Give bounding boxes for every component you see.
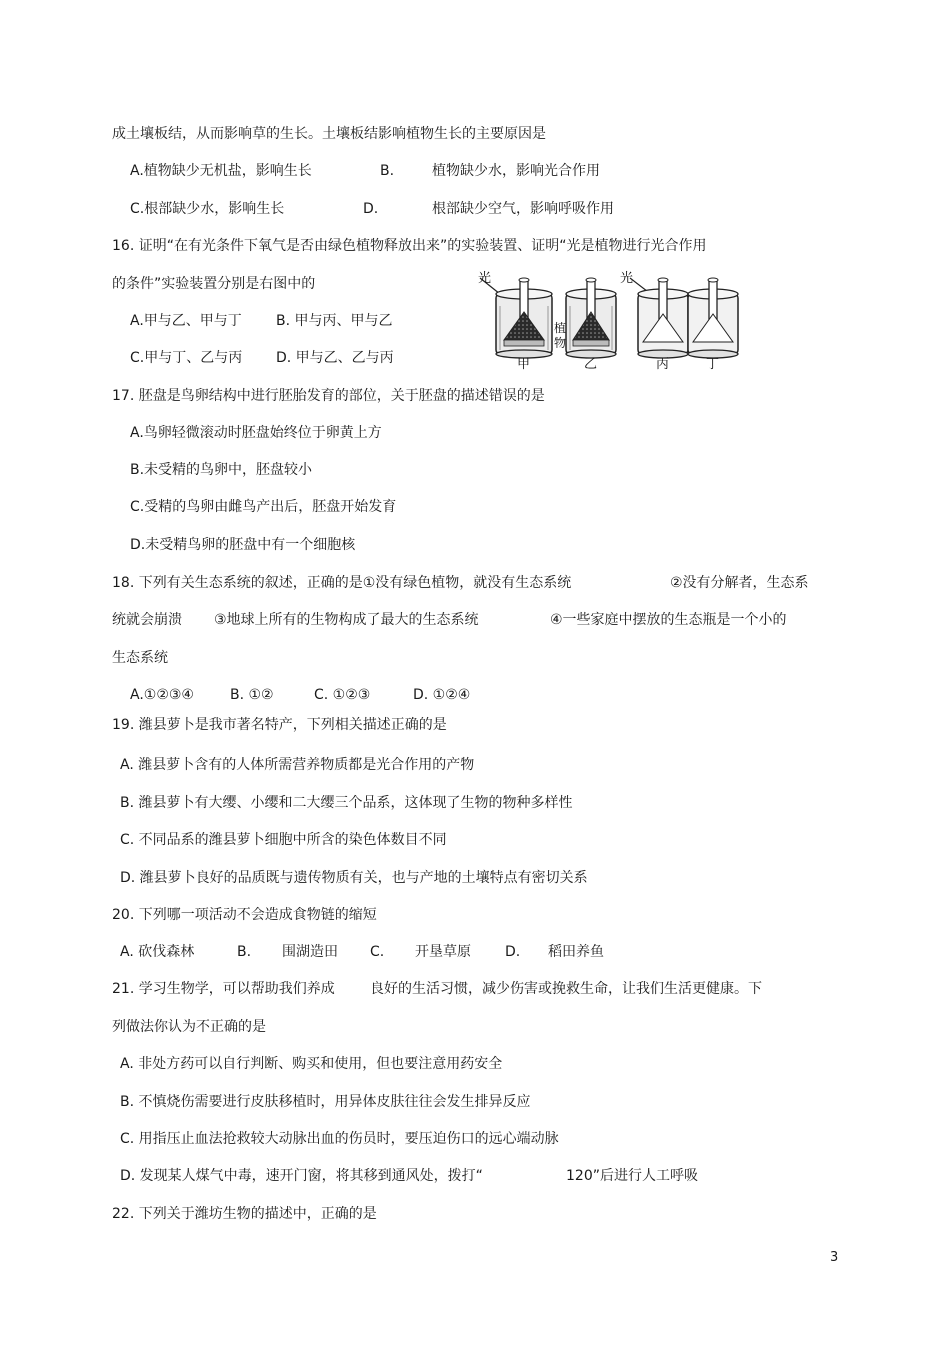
option-c: C. ①②③: [314, 687, 371, 703]
option-a: A.植物缺少无机盐，影响生长: [130, 163, 312, 179]
light-label: 光: [620, 271, 634, 286]
option-d: 稻田养鱼: [548, 944, 604, 960]
option-d-letter: D.: [505, 944, 521, 960]
jar-yi: [566, 278, 616, 358]
option-d: D. 发现某人煤气中毒，速开门窗，将其移到通风处，拨打“: [120, 1168, 483, 1184]
option-a: A. 潍县萝卜含有的人体所需营养物质都是光合作用的产物: [120, 757, 475, 773]
option-a: A.甲与乙、甲与丁: [130, 313, 242, 329]
option-b: B. 甲与丙、甲与乙: [276, 313, 393, 329]
option-b: B. 不慎烧伤需要进行皮肤移植时，用异体皮肤往往会发生排异反应: [120, 1094, 531, 1110]
option-d: D. 甲与乙、乙与丙: [276, 350, 394, 366]
option-b: B. ①②: [230, 687, 274, 703]
question-stem: ④一些家庭中摆放的生态瓶是一个小的: [550, 612, 787, 628]
option-d: D. ①②④: [413, 687, 471, 703]
option-d: D.未受精鸟卵的胚盘中有一个细胞核: [130, 537, 356, 553]
jar-bing: [630, 278, 688, 358]
text-line: 成土壤板结，从而影响草的生长。土壤板结影响植物生长的主要原因是: [112, 126, 546, 142]
option-c: 开垦草原: [415, 944, 471, 960]
jar-label: 丙: [656, 357, 670, 372]
question-stem: 16. 证明“在有光条件下氧气是否由绿色植物释放出来”的实验装置、证明“光是植物进行光合作用: [112, 238, 707, 254]
option-c: C.根部缺少水，影响生长: [130, 201, 285, 217]
option-a: A. 砍伐森林: [120, 944, 195, 960]
option-a: A. 非处方药可以自行判断、购买和使用，但也要注意用药安全: [120, 1056, 503, 1072]
plant-label: 物: [554, 336, 567, 350]
question-stem: 生态系统: [112, 650, 168, 666]
question-stem: 18. 下列有关生态系统的叙述，正确的是①没有绿色植物，就没有生态系统: [112, 575, 572, 591]
question-stem: 统就会崩溃: [112, 612, 182, 628]
question-stem: 良好的生活习惯，减少伤害或挽救生命，让我们生活更健康。下: [370, 981, 762, 997]
question-stem: 的条件”实验装置分别是右图中的: [112, 276, 316, 292]
question-stem: 22. 下列关于潍坊生物的描述中，正确的是: [112, 1206, 377, 1222]
option-c-letter: C.: [370, 944, 385, 960]
option-c: C. 不同品系的潍县萝卜细胞中所含的染色体数目不同: [120, 832, 447, 848]
question-stem: 列做法你认为不正确的是: [112, 1019, 266, 1035]
page-number: 3: [830, 1250, 839, 1265]
jar-ding: [688, 278, 738, 358]
option-b: B.未受精的鸟卵中，胚盘较小: [130, 462, 313, 478]
option-a: A.鸟卵轻微滚动时胚盘始终位于卵黄上方: [130, 425, 382, 441]
jar-label: 丁: [706, 357, 720, 372]
option-b: 围湖造田: [282, 944, 338, 960]
option-d: D. 潍县萝卜良好的品质既与遗传物质有关，也与产地的土壤特点有密切关系: [120, 870, 588, 886]
option-b: B. 潍县萝卜有大缨、小缨和二大缨三个品系，这体现了生物的物种多样性: [120, 795, 573, 811]
question-stem: 17. 胚盘是鸟卵结构中进行胚胎发育的部位，关于胚盘的描述错误的是: [112, 388, 545, 404]
question-stem: 21. 学习生物学，可以帮助我们养成: [112, 981, 335, 997]
plant-label: 植: [554, 321, 567, 335]
jar-jia: [480, 278, 552, 358]
option-b-letter: B.: [380, 163, 395, 179]
jar-label: 乙: [584, 357, 598, 372]
option-d: 根部缺少空气，影响呼吸作用: [432, 201, 614, 217]
option-b-letter: B.: [237, 944, 252, 960]
option-c: C. 用指压止血法抢救较大动脉出血的伤员时，要压迫伤口的远心端动脉: [120, 1131, 559, 1147]
option-a: A.①②③④: [130, 687, 194, 703]
option-c: C.受精的鸟卵由雌鸟产出后，胚盘开始发育: [130, 499, 397, 515]
light-label: 光: [478, 271, 492, 286]
question-stem: 19. 潍县萝卜是我市著名特产，下列相关描述正确的是: [112, 717, 447, 733]
jar-label: 甲: [517, 357, 531, 372]
question-stem: ②没有分解者，生态系: [670, 575, 809, 591]
experiment-figure: [470, 268, 740, 372]
question-stem: ③地球上所有的生物构成了最大的生态系统: [214, 612, 479, 628]
question-stem: 20. 下列哪一项活动不会造成食物链的缩短: [112, 907, 377, 923]
option-d-letter: D.: [363, 201, 379, 217]
option-b: 植物缺少水，影响光合作用: [432, 163, 600, 179]
option-d: 120”后进行人工呼吸: [566, 1168, 698, 1184]
option-c: C.甲与丁、乙与丙: [130, 350, 243, 366]
